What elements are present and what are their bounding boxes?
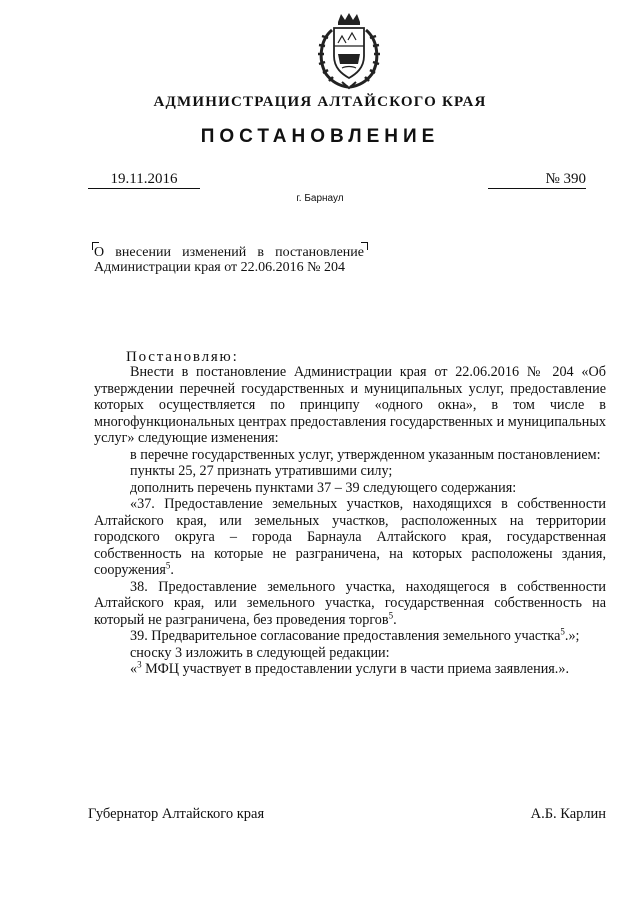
footnote-number: 3 xyxy=(137,659,142,670)
document-city: г. Барнаул xyxy=(296,193,344,204)
item-39-end: .»; xyxy=(564,628,580,644)
footnote-quote-open: « xyxy=(130,661,138,677)
item-37-text: «37. Предоставление земельных участков, находящихся в собственности Алтайского края, или земельных участков, расположенных на территории городского округа – города Барнаула Алтайского края, государственная собственность на которые не разграничена, на которых расположены здания, сооружения xyxy=(94,496,606,578)
body-paragraph: в перечне государственных услуг, утвержденном указанным постановлением: xyxy=(130,446,601,463)
coat-of-arms-icon xyxy=(312,12,386,90)
body-paragraph: Внести в постановление Администрации края от 22.06.2016 № 204 «Об утверждении перечней государственных и муниципальных услуг, предоставление которых осуществляется по принципу «одного окна», в том числе в многофункциональных центрах предоставления государственных и муниципальных услуг» следующие изменения: xyxy=(94,364,606,446)
item-39-text: 39. Предварительное согласование предоставления земельного участка xyxy=(130,628,561,644)
footnote-ref: 5 xyxy=(560,626,565,637)
body-paragraph: сноску 3 изложить в следующей редакции: xyxy=(130,644,390,661)
body-paragraph: пункты 25, 27 признать утратившими силу; xyxy=(130,463,393,479)
item-38-end: . xyxy=(393,611,397,628)
decree-word: Постановляю: xyxy=(126,349,239,365)
body-paragraph-item-37 xyxy=(94,496,606,579)
body-paragraph-footnote xyxy=(94,661,606,678)
organization-name: АДМИНИСТРАЦИЯ АЛТАЙСКОГО КРАЯ xyxy=(153,94,487,110)
footnote-ref: 5 xyxy=(165,560,171,571)
signer-title: Губернатор Алтайского края xyxy=(88,806,265,822)
document-number: № 390 xyxy=(488,170,586,189)
item-38-text: 38. Предоставление земельного участка, находящегося в собственности Алтайского края, или земельного участка, государственная собственность на который не разграничена, без проведения торгов xyxy=(94,578,606,628)
footnote-text: МФЦ участвует в предоставлении услуги в части приема заявления.». xyxy=(141,661,569,677)
document-type: ПОСТАНОВЛЕНИЕ xyxy=(200,126,440,147)
body-paragraph-item-38 xyxy=(94,579,606,629)
item-37-end: . xyxy=(170,562,174,578)
document-body xyxy=(94,364,606,678)
signer-name: А.Б. Карлин xyxy=(530,806,606,822)
footnote-ref: 5 xyxy=(388,609,394,620)
document-subject: О внесении изменений в постановление Администрации края от 22.06.2016 № 204 xyxy=(94,245,364,275)
body-paragraph-item-39 xyxy=(94,628,606,645)
document-date: 19.11.2016 xyxy=(88,170,200,189)
body-paragraph: дополнить перечень пунктами 37 – 39 следующего содержания: xyxy=(130,479,517,496)
